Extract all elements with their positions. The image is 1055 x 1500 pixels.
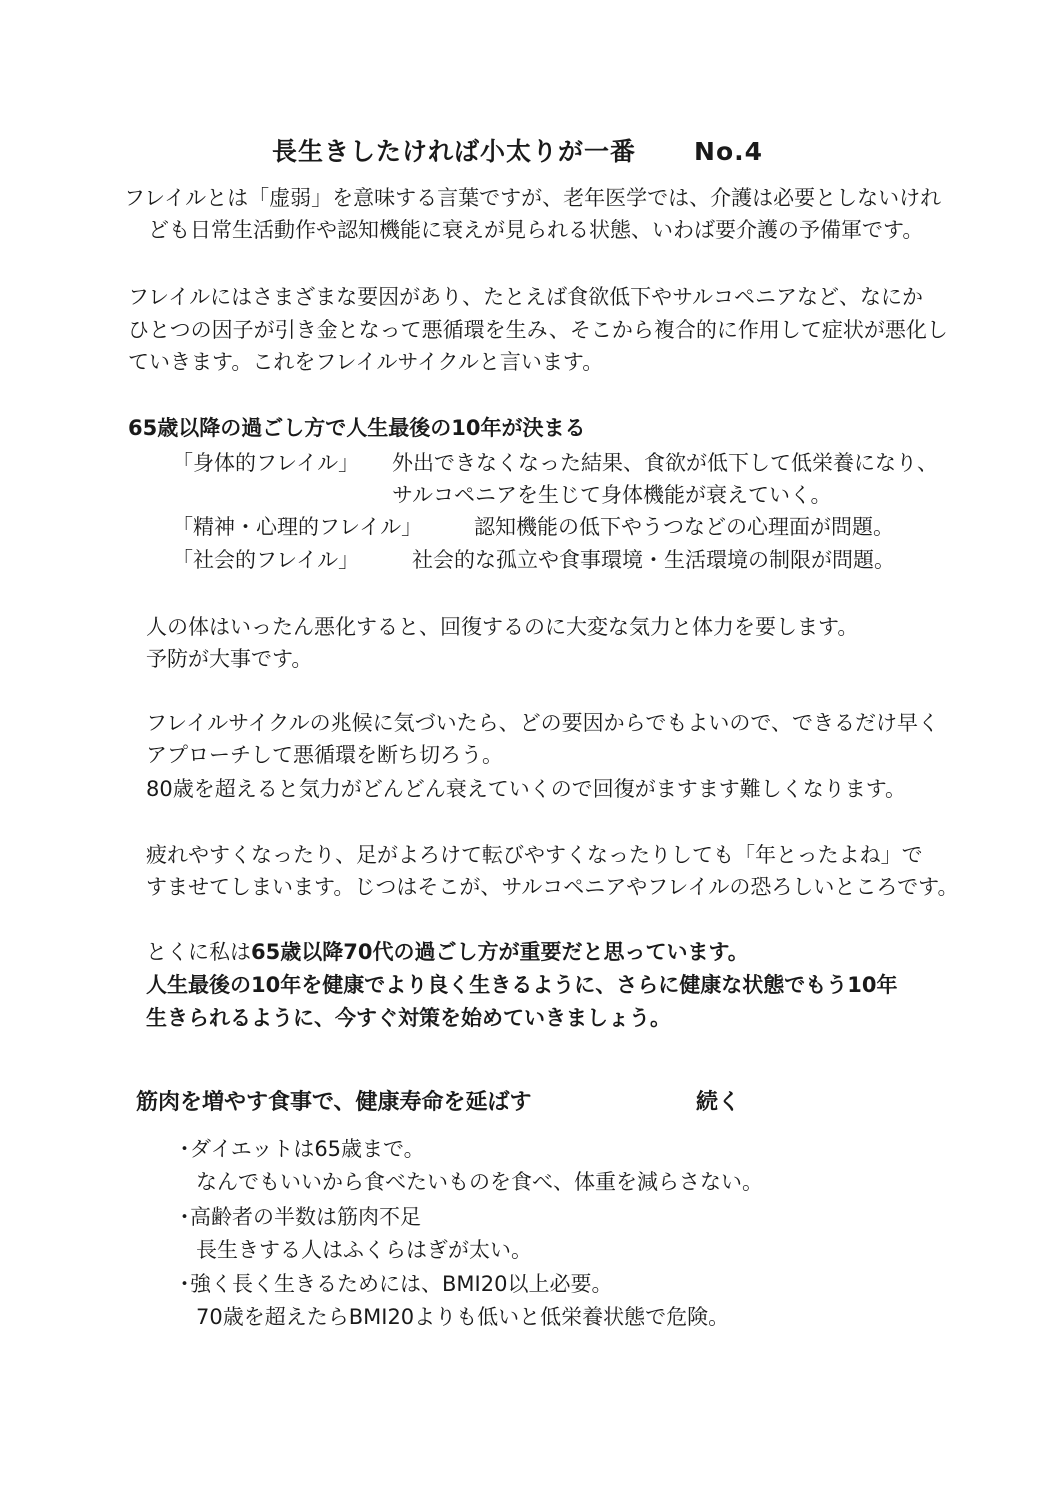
- bullet-head: 強く長く生きるためには、BMI20以上必要。: [190, 1272, 613, 1296]
- bullet-head: ダイエットは65歳まで。: [190, 1137, 425, 1161]
- bullet-sub: 70歳を超えたらBMI20よりも低いと低栄養状態で危険。: [196, 1305, 730, 1329]
- type-desc-physical-2: サルコペニアを生じて身体機能が衰えていく。: [392, 483, 832, 507]
- page-title: [272, 132, 763, 168]
- cycle-line-3: ていきます。これをフレイルサイクルと言います。: [128, 350, 604, 374]
- important-line-3: 生きられるように、今すぐ対策を始めていきましょう。: [146, 1006, 671, 1030]
- type-desc-mental: 認知機能の低下やうつなどの心理面が問題。: [474, 515, 894, 539]
- important-bold: 65歳以降70代の過ごし方が重要だと思っています。: [251, 940, 749, 964]
- approach-line-2: アプローチして悪循環を断ち切ろう。: [146, 743, 503, 767]
- body-line-2: 予防が大事です。: [146, 647, 313, 671]
- bullet-item: [174, 1200, 421, 1234]
- bullet-dot: ・: [174, 1137, 195, 1161]
- tired-line-1: 疲れやすくなったり、足がよろけて転びやすくなったりしても「年とったよね」で: [146, 843, 923, 867]
- body-line-1: 人の体はいったん悪化すると、回復するのに大変な気力と体力を要します。: [146, 615, 859, 639]
- type-label-mental: 「精神・心理的フレイル」: [172, 515, 423, 539]
- section-heading-1: 65歳以降の過ごし方で人生最後の10年が決まる: [128, 416, 586, 440]
- intro-line-1: フレイルとは「虚弱」を意味する言葉ですが、老年医学では、介護は必要としないけれ: [124, 186, 942, 210]
- continued-label: 続く: [696, 1090, 741, 1115]
- type-desc-physical: 外出できなくなった結果、食欲が低下して低栄養になり、: [392, 451, 938, 475]
- type-label-social: 「社会的フレイル」: [172, 548, 360, 572]
- bullet-sub: なんでもいいから食べたいものを食べ、体重を減らさない。: [196, 1170, 763, 1194]
- cycle-line-2: ひとつの因子が引き金となって悪循環を生み、そこから複合的に作用して症状が悪化し: [128, 318, 948, 342]
- issue-number: No.4: [694, 137, 764, 166]
- bullet-head: 高齢者の半数は筋肉不足: [190, 1205, 421, 1229]
- bullet-sub: 長生きする人はふくらはぎが太い。: [196, 1238, 532, 1262]
- approach-line-1: フレイルサイクルの兆候に気づいたら、どの要因からでもよいので、できるだけ早く: [146, 711, 939, 735]
- bullet-item: [174, 1132, 425, 1166]
- bullet-dot: ・: [174, 1205, 195, 1229]
- bullet-item: [174, 1267, 612, 1301]
- important-line-1: [146, 935, 749, 969]
- important-plain: とくに私は: [146, 940, 251, 964]
- type-label-physical: 「身体的フレイル」: [172, 451, 360, 475]
- approach-line-3: 80歳を超えると気力がどんどん衰えていくので回復がますます難しくなります。: [146, 777, 907, 801]
- title-main: 長生きしたければ小太りが一番: [272, 137, 637, 166]
- tired-line-2: すませてしまいます。じつはそこが、サルコペニアやフレイルの恐ろしいところです。: [146, 875, 959, 899]
- type-desc-social: 社会的な孤立や食事環境・生活環境の制限が問題。: [412, 548, 895, 572]
- cycle-line-1: フレイルにはさまざまな要因があり、たとえば食欲低下やサルコペニアなど、なにか: [128, 285, 924, 309]
- intro-line-2: ども日常生活動作や認知機能に衰えが見られる状態、いわば要介護の予備軍です。: [148, 218, 924, 242]
- bullet-dot: ・: [174, 1272, 195, 1296]
- important-line-2: 人生最後の10年を健康でより良く生きるように、さらに健康な状態でもう10年: [146, 973, 898, 997]
- section-heading-2: 筋肉を増やす食事で、健康寿命を延ばす: [136, 1090, 532, 1115]
